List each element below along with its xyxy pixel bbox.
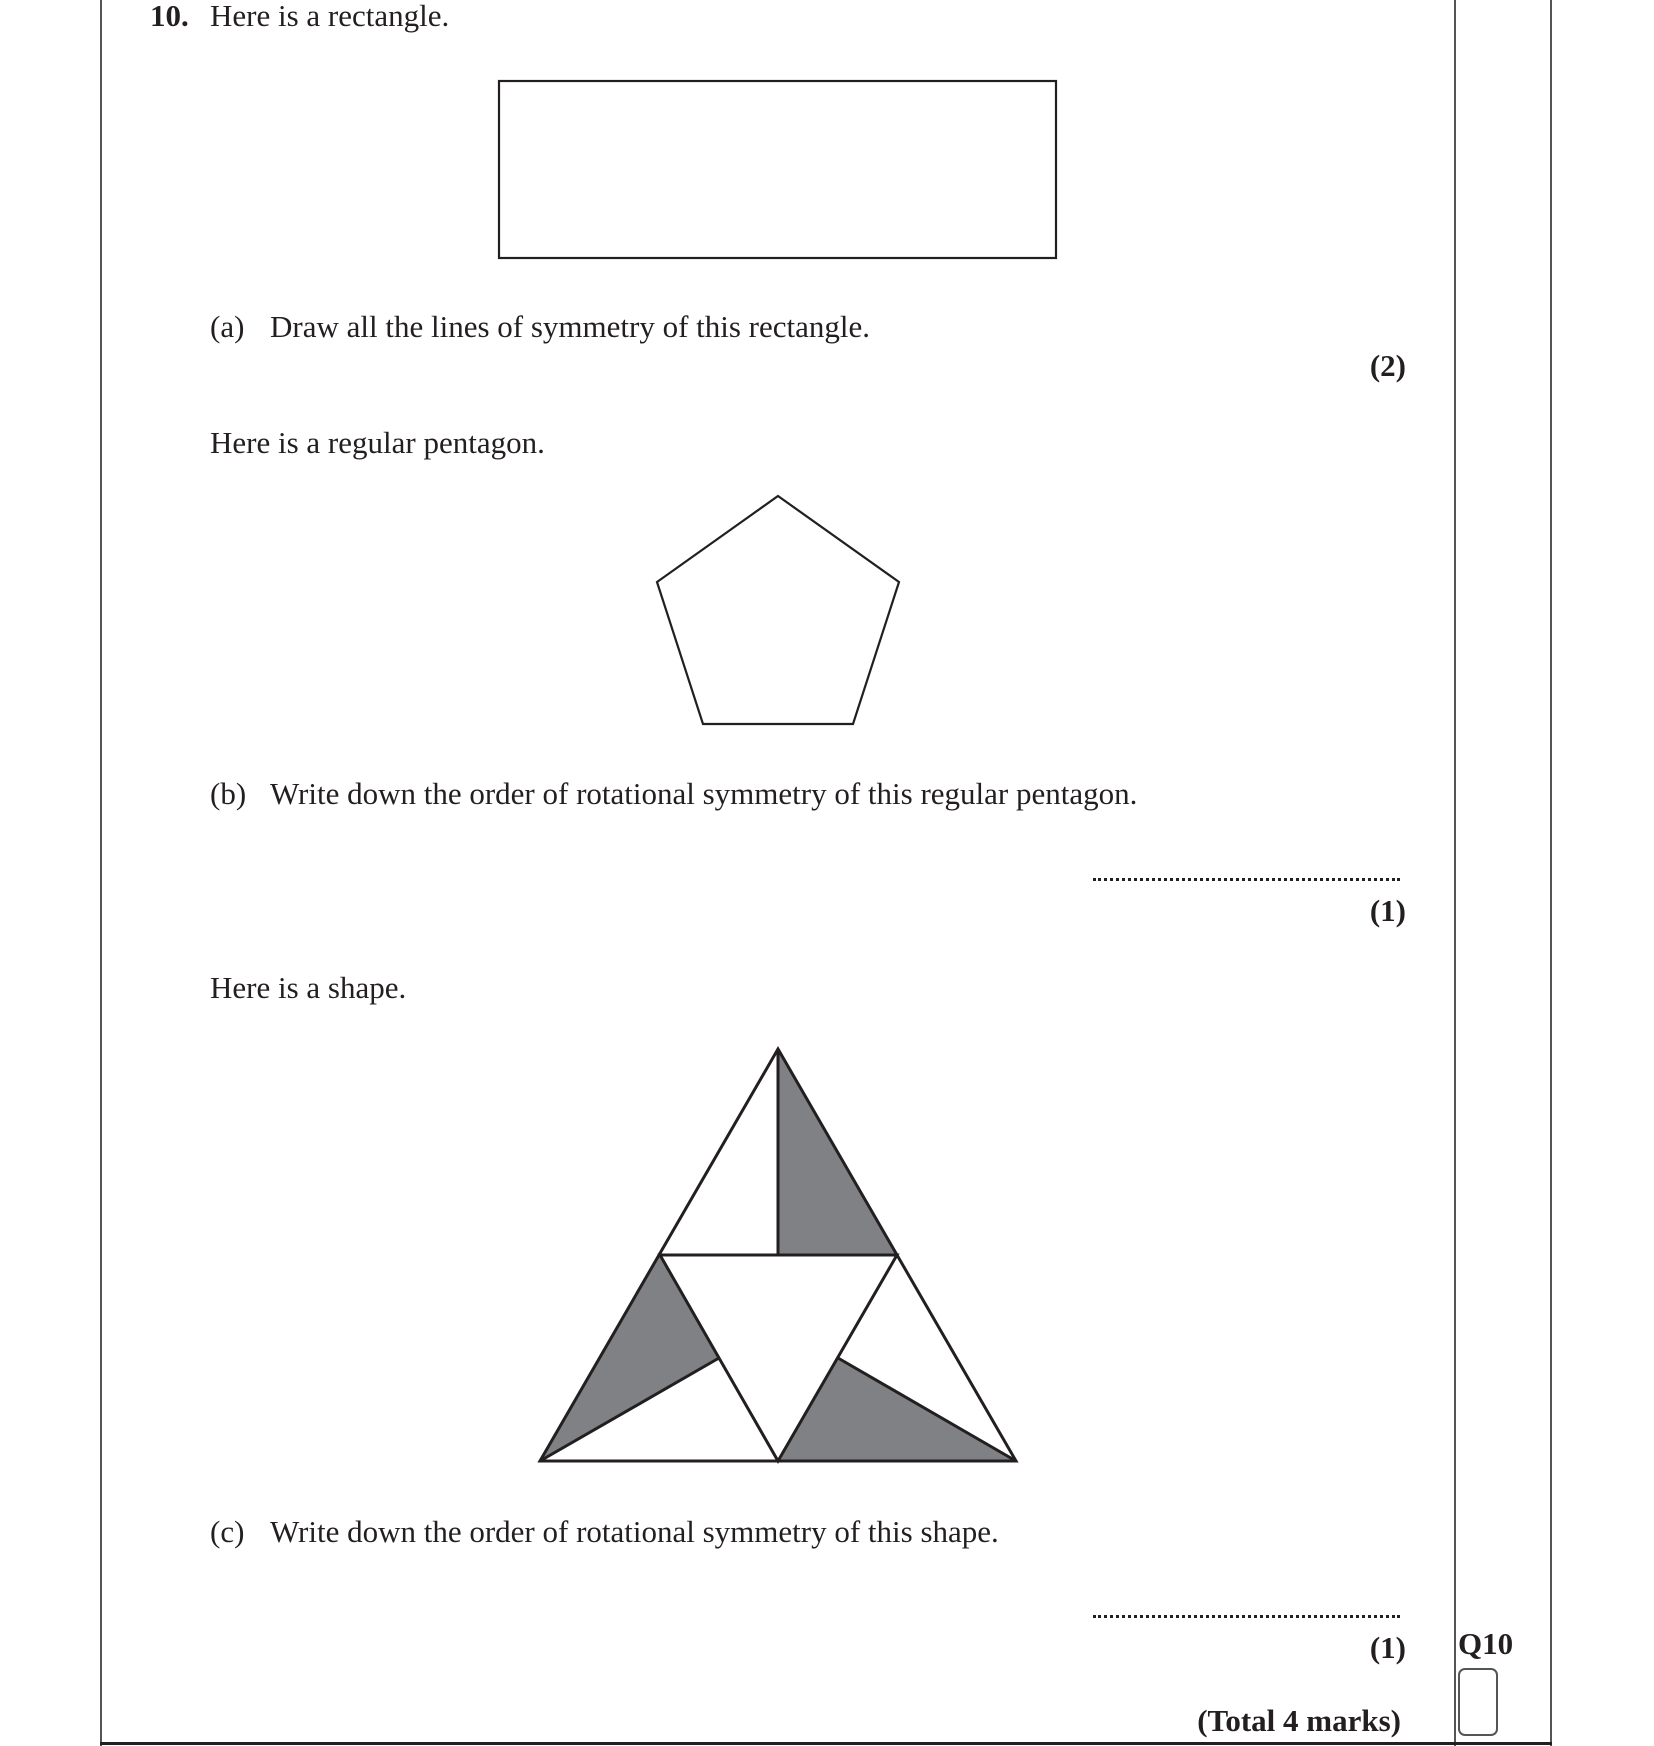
part-c-marks: (1) <box>1369 1630 1406 1665</box>
part-b-answer-line[interactable] <box>1093 878 1400 881</box>
part-a-marks: (2) <box>1369 348 1406 383</box>
triangle-shape-figure <box>540 1049 1016 1461</box>
part-b-marks: (1) <box>1369 893 1406 928</box>
part-b-text: Write down the order of rotational symmetry of this regular pentagon. <box>270 776 1138 811</box>
part-a-text: Draw all the lines of symmetry of this rectangle. <box>270 309 871 344</box>
part-c-label: (c) <box>210 1514 245 1549</box>
question-code: Q10 <box>1458 1626 1514 1661</box>
question-intro: Here is a rectangle. <box>210 0 450 33</box>
part-c-answer-line[interactable] <box>1093 1615 1400 1618</box>
rectangle-figure[interactable] <box>499 81 1056 258</box>
shaded-region-right <box>778 1358 1016 1461</box>
part-a-label: (a) <box>210 309 245 344</box>
examiner-mark-box[interactable] <box>1458 1668 1498 1736</box>
part-c-text: Write down the order of rotational symmetry of this shape. <box>270 1514 999 1549</box>
question-number: 10. <box>150 0 189 33</box>
shape-intro: Here is a shape. <box>210 970 407 1005</box>
pentagon-figure <box>657 496 899 724</box>
total-marks: (Total 4 marks) <box>1197 1703 1401 1738</box>
pentagon-intro: Here is a regular pentagon. <box>210 425 545 460</box>
part-b-label: (b) <box>210 776 247 811</box>
shaded-region-left <box>540 1255 719 1461</box>
